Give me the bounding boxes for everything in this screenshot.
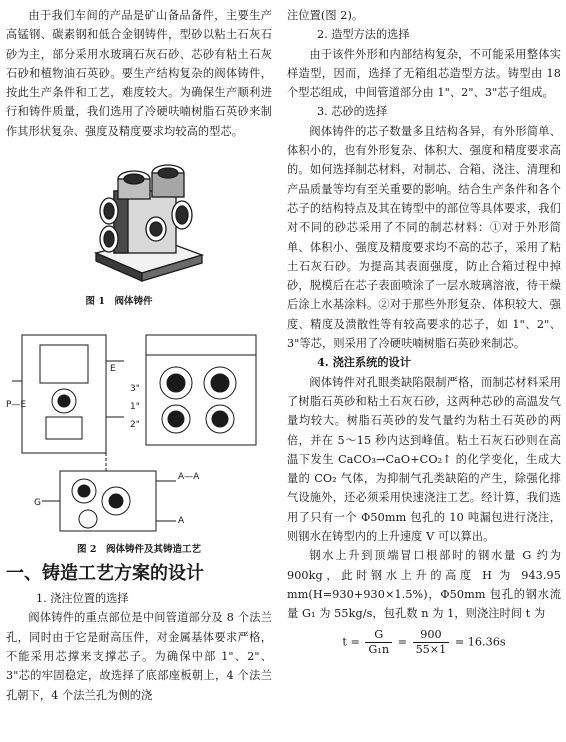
figure-2 bbox=[6, 321, 272, 559]
formula-result: = 16.36s bbox=[454, 635, 506, 648]
subheading-2: 2. 造型方法的选择 bbox=[317, 28, 410, 42]
figure-1 bbox=[6, 143, 272, 313]
subsection-1-text: 阀体铸件的重点部位是中间管道部分及 8 个法兰孔，同时由于它是耐高压件，对金属基体要求严格，不能采用芯撑来支撑芯子。为确保中部 1"、2"、3"芯的牢固稳定，故选择了底部座板朝上，4 个法兰孔朝下，4 个法兰孔为侧的浇 bbox=[6, 611, 272, 702]
label-1: 1" bbox=[130, 402, 140, 413]
fraction-2-denominator: 55×1 bbox=[415, 642, 447, 656]
continuation-text: 注位置(图 2)。 bbox=[287, 9, 364, 22]
subsection-3-text: 阀体铸件的芯子数量多且结构各异，有外形简单、体积小的，也有外形复杂、体积大、强度和精度要求高的。如何选择制芯材料，对制芯、合箱、浇注、清理和产品质量等均有至关重要的影响。结合生产条件和各个芯子的结构特点及其在铸型中的部位等具体要求，我们对不同的砂芯采用了不同的制芯材料：①对于外形简单、体积小、强度及精度要求均不高的芯子，采用了粘土石灰石砂。为提高其表面强度，防止合箱过程中掉砂，脱模后在芯子表面喷涂了一层水玻璃溶液，待干燥后涂上水基涂料。②对于那些外形复杂、体积较大、强度、精度及溃散性等有较高要求的芯子，如 1"、2"、3"等芯，则采用了冷硬呋喃树脂石英砂来制芯。 bbox=[287, 124, 561, 351]
label-e: E bbox=[110, 364, 116, 375]
subsection-2-text: 由于该件外形和内部结构复杂，不可能采用整体实样造型，因而，选择了无箱组芯造型方法。铸型由 18 个型芯组成，中间管道部分由 1"、2"、3"芯子组成。 bbox=[287, 47, 561, 100]
subheading-4: 4. 浇注系统的设计 bbox=[317, 355, 411, 370]
label-g: G bbox=[34, 498, 41, 509]
figure-1-caption: 图 1 阀体铸件 bbox=[85, 296, 153, 308]
subheading-1: 1. 浇注位置的选择 bbox=[36, 592, 129, 606]
fraction-2-numerator: 900 bbox=[413, 628, 450, 643]
section-title: 一、铸造工艺方案的设计 bbox=[6, 563, 204, 585]
label-3: 3" bbox=[130, 384, 140, 395]
fraction-1-denominator: G₁n bbox=[368, 642, 390, 656]
label-a-a: A—A bbox=[178, 472, 200, 483]
subheading-3: 3. 芯砂的选择 bbox=[317, 105, 388, 119]
fraction-1-numerator: G bbox=[365, 628, 392, 643]
casting-process-drawing bbox=[6, 321, 272, 541]
pouring-time-formula bbox=[287, 628, 561, 657]
fraction-1 bbox=[365, 628, 392, 657]
label-p-e: P—E bbox=[6, 400, 27, 411]
left-column bbox=[6, 6, 272, 705]
right-column bbox=[287, 6, 561, 657]
fraction-2 bbox=[413, 628, 450, 657]
label-a: A bbox=[178, 516, 185, 527]
intro-paragraph: 由于我们车间的产品是矿山备品备件，主要生产高锰钢、碳素钢和低合金钢铸件，型砂以粘土石灰石砂为主，部分采用水玻璃石灰石砂、芯砂有粘土石灰石砂和植物油石英砂。要生产结构复杂的阀体铸件，按此生产条件和工艺，难度较大。为确保生产顺利进行和铸件质量，我们选用了冷硬呋喃树脂石英砂来制作其形状复杂、强度及精度要求均较高的型芯。 bbox=[6, 9, 272, 138]
subsection-4-text-2: 钢水上升到顶端冒口根部时的钢水量 G 约为 900kg，此时钢水上升的高度 H 为 943.95 mm(H=930+930×1.5%)，Φ50mm 包孔的钢水流量 G₁ 为 55kg/s，包孔数 n 为 1，则浇注时间 t 为 bbox=[287, 549, 561, 621]
formula-lhs: t = bbox=[342, 635, 360, 648]
label-2: 2" bbox=[130, 420, 140, 431]
subsection-4-text: 阀体铸件对孔眼类缺陷限制严格，而制芯材料采用了树脂石英砂和粘土石灰石砂，这两种芯砂的高温发气量均较大。树脂石英砂的发气量约为粘土石英砂的两倍，并在 5～15 秒内达到峰值。粘土石灰石砂则在高温下发生 CaCO₃→CaO+CO₂↑ 的化学变化，生成大量的 CO₂ 气体，为抑制气孔类缺陷的产生，除强化排气设施外，还必须采用快速浇注工艺。经计算，我们选用了只有一个 Φ50mm 包孔的 10 吨漏包进行浇注，则钢水在铸型内的上升速度 V 可以算出。 bbox=[287, 375, 561, 544]
figure-2-caption: 图 2 阀体铸件及其铸造工艺 bbox=[77, 544, 201, 556]
formula-equals: = bbox=[397, 635, 407, 648]
valve-casting-illustration bbox=[6, 143, 272, 293]
